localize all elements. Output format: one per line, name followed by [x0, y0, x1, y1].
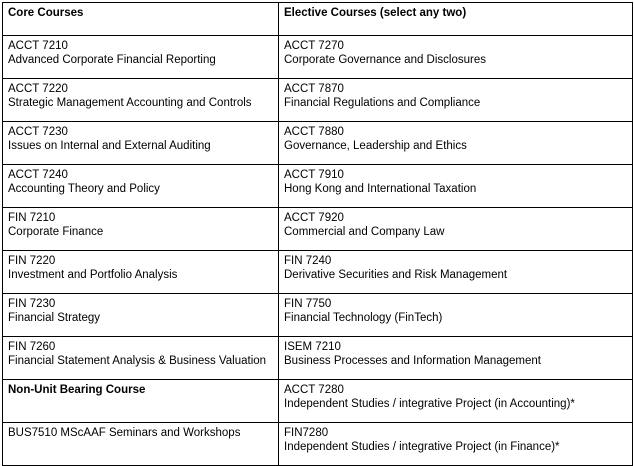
course-code: FIN 7230	[8, 298, 56, 310]
elective-course-cell	[279, 36, 633, 79]
course-title: Governance, Leadership and Ethics	[284, 140, 467, 152]
table-row	[3, 165, 633, 208]
course-code: ACCT 7870	[284, 83, 344, 95]
course-title: Corporate Finance	[8, 226, 104, 238]
course-title: Financial Statement Analysis & Business Valuation	[8, 355, 267, 367]
course-code: FIN 7210	[8, 212, 56, 224]
core-course-cell	[3, 208, 279, 251]
course-code: ACCT 7230	[8, 126, 68, 138]
non-unit-bearing-heading: Non-Unit Bearing Course	[3, 380, 279, 423]
core-courses-header: Core Courses	[3, 3, 279, 36]
table-row	[3, 251, 633, 294]
course-title: Advanced Corporate Financial Reporting	[8, 54, 216, 66]
table-row	[3, 337, 633, 380]
non-unit-course-cell: BUS7510 MScAAF Seminars and Workshops	[3, 423, 279, 466]
table-row	[3, 79, 633, 122]
course-code: ACCT 7270	[284, 40, 344, 52]
core-course-cell	[3, 165, 279, 208]
table-row	[3, 122, 633, 165]
course-code: ISEM 7210	[284, 341, 341, 353]
core-course-cell	[3, 36, 279, 79]
course-code: ACCT 7280	[284, 384, 344, 396]
elective-course-cell	[279, 208, 633, 251]
course-table	[2, 2, 633, 466]
course-title: Strategic Management Accounting and Controls	[8, 97, 252, 109]
table-row	[3, 208, 633, 251]
header-row	[3, 3, 633, 36]
course-code: FIN7280	[284, 427, 329, 439]
course-title: Independent Studies / integrative Project (in Accounting)*	[284, 398, 575, 410]
course-title: Derivative Securities and Risk Management	[284, 269, 508, 281]
elective-course-cell	[279, 423, 633, 466]
course-title: Financial Strategy	[8, 312, 101, 324]
table-row	[3, 294, 633, 337]
course-code: FIN 7750	[284, 298, 332, 310]
course-code: ACCT 7920	[284, 212, 344, 224]
core-course-cell	[3, 294, 279, 337]
elective-course-cell	[279, 165, 633, 208]
core-course-cell	[3, 337, 279, 380]
elective-course-cell	[279, 79, 633, 122]
course-title: Independent Studies / integrative Project (in Finance)*	[284, 441, 560, 453]
course-code: FIN 7260	[8, 341, 56, 353]
course-code: ACCT 7880	[284, 126, 344, 138]
core-course-cell	[3, 79, 279, 122]
elective-course-cell	[279, 380, 633, 423]
course-title: Corporate Governance and Disclosures	[284, 54, 486, 66]
course-title: Commercial and Company Law	[284, 226, 445, 238]
course-code: ACCT 7240	[8, 169, 68, 181]
course-title: Investment and Portfolio Analysis	[8, 269, 178, 281]
course-title: Financial Technology (FinTech)	[284, 312, 443, 324]
course-title: Financial Regulations and Compliance	[284, 97, 481, 109]
table-row	[3, 36, 633, 79]
course-title: Issues on Internal and External Auditing	[8, 140, 211, 152]
elective-course-cell	[279, 294, 633, 337]
elective-courses-header: Elective Courses (select any two)	[279, 3, 633, 36]
course-code: FIN 7220	[8, 255, 56, 267]
course-title: Business Processes and Information Management	[284, 355, 541, 367]
course-title: Hong Kong and International Taxation	[284, 183, 477, 195]
course-code: ACCT 7910	[284, 169, 344, 181]
table-row	[3, 423, 633, 466]
course-code: ACCT 7220	[8, 83, 68, 95]
table-row	[3, 380, 633, 423]
course-title: Accounting Theory and Policy	[8, 183, 160, 195]
elective-course-cell	[279, 122, 633, 165]
elective-course-cell	[279, 251, 633, 294]
course-code: FIN 7240	[284, 255, 332, 267]
elective-course-cell	[279, 337, 633, 380]
core-course-cell	[3, 122, 279, 165]
course-code: ACCT 7210	[8, 40, 68, 52]
core-course-cell	[3, 251, 279, 294]
